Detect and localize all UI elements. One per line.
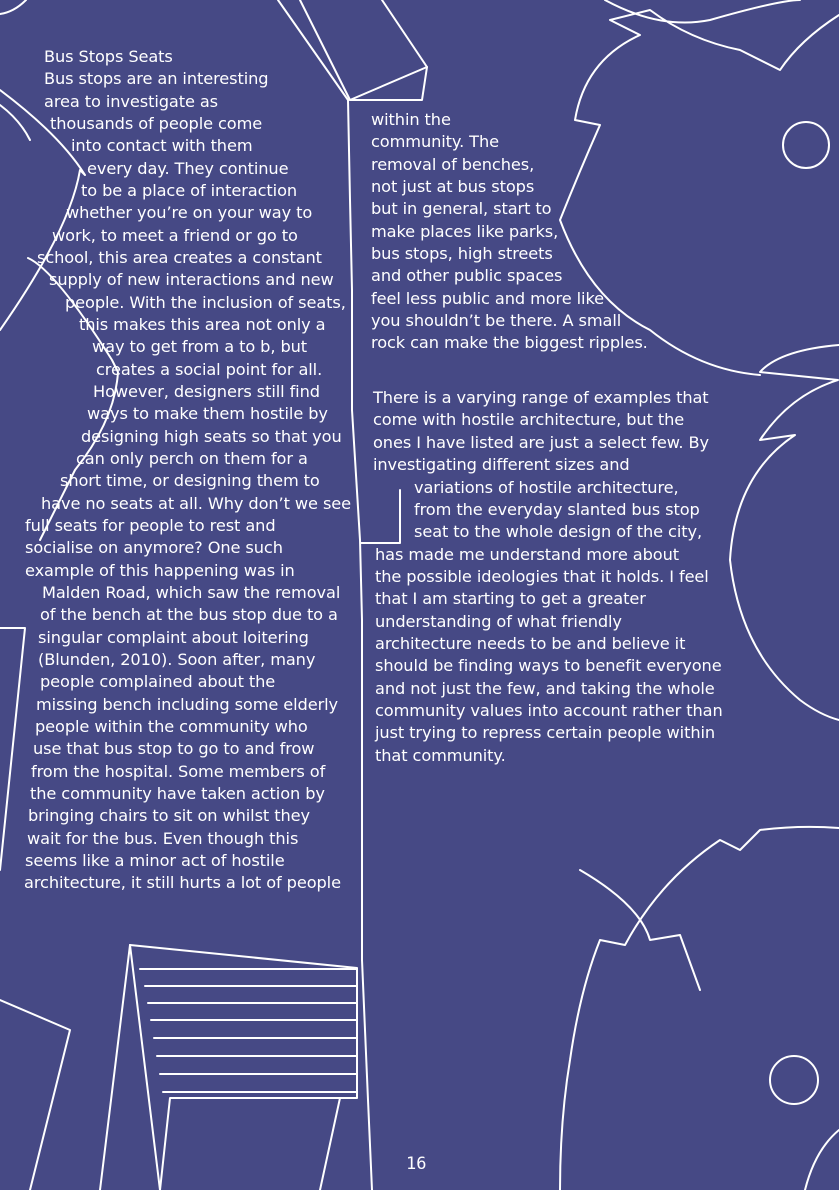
text-line: area to investigate as [44,92,219,111]
text-line: that I am starting to get a greater [375,589,646,608]
text-line: feel less public and more like [371,289,605,308]
text-line: ones I have listed are just a select few. By [373,433,709,452]
text-line: full seats for people to rest and [25,516,276,535]
stairs-block [130,945,357,1190]
text-line: should be finding ways to benefit everyone [375,656,722,675]
text-line: to be a place of interaction [81,181,298,200]
text-line: that community. [375,746,506,765]
top-right-small-circle [783,122,829,168]
text-line: supply of new interactions and new [49,270,334,289]
text-line: and not just the few, and taking the whole [375,679,715,698]
text-line: this makes this area not only a [79,315,326,334]
bottom-right-arc [805,1130,839,1190]
text-line: short time, or designing them to [60,471,320,490]
text-line: from the hospital. Some members of [31,762,326,781]
text-line: designing high seats so that you [81,427,342,446]
bottom-right-gear-outline [560,827,839,1190]
text-line: of the bench at the bus stop due to a [40,605,338,624]
text-line: However, designers still find [93,382,320,401]
text-line: has made me understand more about [375,545,679,564]
text-line: investigating different sizes and [373,455,630,474]
bottom-right-small-circle [770,1056,818,1104]
text-line: into contact with them [71,136,253,155]
text-line: bringing chairs to sit on whilst they [28,806,310,825]
center-top-wedge [300,0,427,100]
text-line: community. The [371,132,499,151]
bottom-right-gear-outline-2 [580,870,700,990]
text-line: Malden Road, which saw the removal [42,583,341,602]
text-line: There is a varying range of examples that [373,388,709,407]
text-line: architecture needs to be and believe it [375,634,686,653]
center-bottom-line [362,960,372,1190]
text-line: people. With the inclusion of seats, [65,293,346,312]
text-line: Bus stops are an interesting [44,69,269,88]
text-line: people complained about the [40,672,276,691]
text-line: whether you’re on your way to [66,203,313,222]
top-left-circle-outline [0,0,26,14]
stairs-left-line [100,945,130,1190]
text-line: (Blunden, 2010). Soon after, many [38,650,316,669]
text-line: socialise on anymore? One such [25,538,283,557]
page-number: 16 [406,1154,427,1174]
text-line: the possible ideologies that it holds. I feel [375,567,709,586]
text-line: people within the community who [35,717,308,736]
text-line: but in general, start to [371,199,552,218]
text-line: seems like a minor act of hostile [25,851,285,870]
section-heading: Bus Stops Seats [44,47,173,66]
text-line: example of this happening was in [25,561,295,580]
bottom-left-panel [0,628,25,870]
text-line: rock can make the biggest ripples. [371,333,648,352]
text-line: you shouldn’t be there. A small [371,311,622,330]
text-line: just trying to repress certain people within [375,723,716,742]
text-line: come with hostile architecture, but the [373,410,685,429]
center-bottom-line-2 [320,1098,340,1190]
text-line: missing bench including some elderly [36,695,339,714]
text-line: can only perch on them for a [76,449,308,468]
text-line: singular complaint about loitering [38,628,309,647]
text-line: understanding of what friendly [375,612,622,631]
text-line: variations of hostile architecture, [414,478,679,497]
text-line: way to get from a to b, but [92,337,308,356]
text-line: work, to meet a friend or go to [52,226,298,245]
text-line: from the everyday slanted bus stop [414,500,700,519]
text-line: every day. They continue [87,159,289,178]
text-line: have no seats at all. Why don’t we see [41,494,351,513]
text-line: not just at bus stops [371,177,535,196]
text-line: within the [371,110,451,129]
text-line: thousands of people come [50,114,263,133]
text-line: bus stops, high streets [371,244,553,263]
stairs-left-edge [130,945,160,1190]
text-line: and other public spaces [371,266,563,285]
text-line: creates a social point for all. [96,360,323,379]
text-line: the community have taken action by [30,784,325,803]
text-line: make places like parks, [371,222,559,241]
text-line: ways to make them hostile by [87,404,328,423]
text-line: community values into account rather than [375,701,723,720]
text-line: wait for the bus. Even though this [27,829,299,848]
text-line: seat to the whole design of the city, [414,522,702,541]
bracket-mark [361,490,400,543]
text-line: use that bus stop to go to and frow [33,739,315,758]
text-line: school, this area creates a constant [37,248,322,267]
right-middle-gear-outline [730,345,839,720]
text-line: architecture, it still hurts a lot of people [24,873,341,892]
text-line: removal of benches, [371,155,535,174]
bottom-left-angled-panel [0,1000,70,1190]
